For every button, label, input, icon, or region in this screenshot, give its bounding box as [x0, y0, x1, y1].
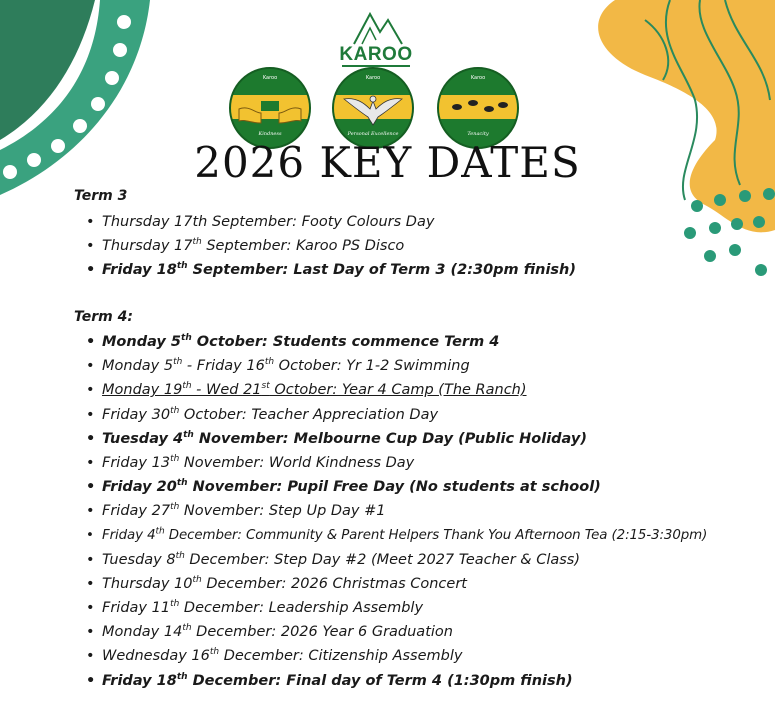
badge-title: Karoo [470, 75, 486, 81]
list-item: • Monday 5th October: Students commence Term 4 [84, 330, 707, 354]
term4-heading: Term 4: [74, 309, 133, 325]
list-item: • Friday 11th December: Leadership Assembly [84, 596, 707, 620]
kindness-badge [229, 67, 311, 149]
list-item: • Monday 19th - Wed 21st October: Year 4 Camp (The Ranch) [84, 378, 707, 402]
list-item: • Friday 30th October: Teacher Appreciation Day [84, 403, 707, 427]
list-item: • Tuesday 8th December: Step Day #2 (Meet 2027 Teacher & Class) [84, 548, 707, 572]
list-item: • Tuesday 4th November: Melbourne Cup Day (Public Holiday) [84, 427, 707, 451]
personal-excellence-badge [332, 67, 414, 149]
term4-list [84, 330, 707, 693]
term3-list [84, 210, 576, 283]
list-item: • Friday 18th December: Final day of Term 4 (1:30pm finish) [84, 669, 707, 693]
badge-title: Karoo [365, 75, 381, 81]
list-item: • Friday 20th November: Pupil Free Day (No students at school) [84, 475, 707, 499]
list-item: • Monday 5th - Friday 16th October: Yr 1-2 Swimming [84, 354, 707, 378]
badge-label: Kindness [258, 131, 282, 137]
list-item: • Thursday 10th December: 2026 Christmas Concert [84, 572, 707, 596]
school-logo [336, 10, 416, 66]
badge-label: Tenacity [467, 131, 489, 137]
list-item: • Friday 18th September: Last Day of Term 3 (2:30pm finish) [84, 258, 576, 282]
list-item: • Wednesday 16th December: Citizenship Assembly [84, 644, 707, 668]
badge-title: Karoo [262, 75, 278, 81]
list-item: • Friday 13th November: World Kindness Day [84, 451, 707, 475]
tenacity-badge [437, 67, 519, 149]
list-item: • Friday 27th November: Step Up Day #1 [84, 499, 707, 523]
list-item: • Thursday 17th September: Footy Colours Day [84, 210, 576, 234]
logo-text: KAROO [339, 44, 413, 65]
list-item: • Monday 14th December: 2026 Year 6 Graduation [84, 620, 707, 644]
list-item: • Friday 4th December: Community & Parent Helpers Thank You Afternoon Tea (2:15-3:30pm) [84, 524, 707, 548]
page-title: 2026 KEY DATES [194, 138, 581, 187]
badge-label: Personal Excellence [347, 131, 399, 137]
term3-heading: Term 3 [74, 188, 128, 204]
mountain-icon [336, 10, 416, 46]
list-item: • Thursday 17th September: Karoo PS Disco [84, 234, 576, 258]
